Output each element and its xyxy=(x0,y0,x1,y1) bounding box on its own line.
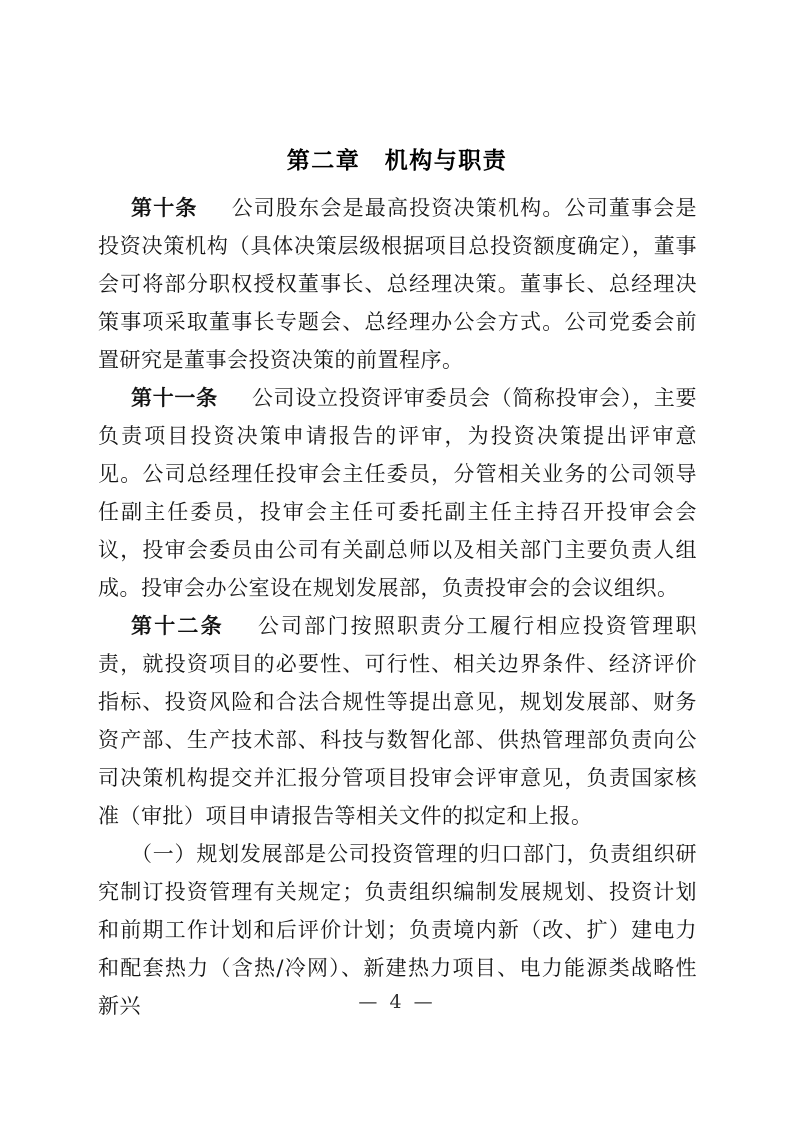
article-11-text: 公司设立投资评审委员会（简称投审会），主要负责项目投资决策申请报告的评审，为投资决策提出评审意见。公司总经理任投审会主任委员，分管相关业务的公司领导任副主任委员，投审会主任可委托副主任主持召开投审会会议，投审会委员由公司有关副总师以及相关部门主要负责人组成。投审会办公室设在规划发展部，负责投审会的会议组织。 xyxy=(98,386,698,600)
subitem-1-text: （一）规划发展部是公司投资管理的归口部门，负责组织研究制订投资管理有关规定；负责组织编制发展规划、投资计划和前期工作计划和后评价计划；负责境内新（改、扩）建电力和配套热力（含热/冷网）、新建热力项目、电力能源类战略性新兴 xyxy=(98,842,697,1018)
document-body xyxy=(98,189,697,1025)
page-number: — 4 — xyxy=(358,991,436,1013)
page-footer xyxy=(0,991,794,1013)
article-10-text: 公司股东会是最高投资决策机构。公司董事会是投资决策机构（具体决策层级根据项目总投资额度确定），董事会可将部分职权授权董事长、总经理决策。董事长、总经理决策事项采取董事长专题会、总经理办公会方式。公司党委会前置研究是董事会投资决策的前置程序。 xyxy=(98,196,698,372)
paragraph-article-12 xyxy=(98,607,697,835)
article-10-label: 第十条 xyxy=(131,195,198,220)
article-12-label: 第十二条 xyxy=(131,613,224,638)
article-11-label: 第十一条 xyxy=(131,385,218,410)
article-12-text: 公司部门按照职责分工履行相应投资管理职责，就投资项目的必要性、可行性、相关边界条件、经济评价指标、投资风险和合法合规性等提出意见，规划发展部、财务资产部、生产技术部、科技与数智化部、供热管理部负责向公司决策机构提交并汇报分管项目投审会评审意见，负责国家核准（审批）项目申请报告等相关文件的拟定和上报。 xyxy=(98,614,698,828)
chapter-title: 第二章 机构与职责 xyxy=(286,148,508,174)
paragraph-article-10 xyxy=(98,189,697,379)
paragraph-article-11 xyxy=(98,379,697,607)
